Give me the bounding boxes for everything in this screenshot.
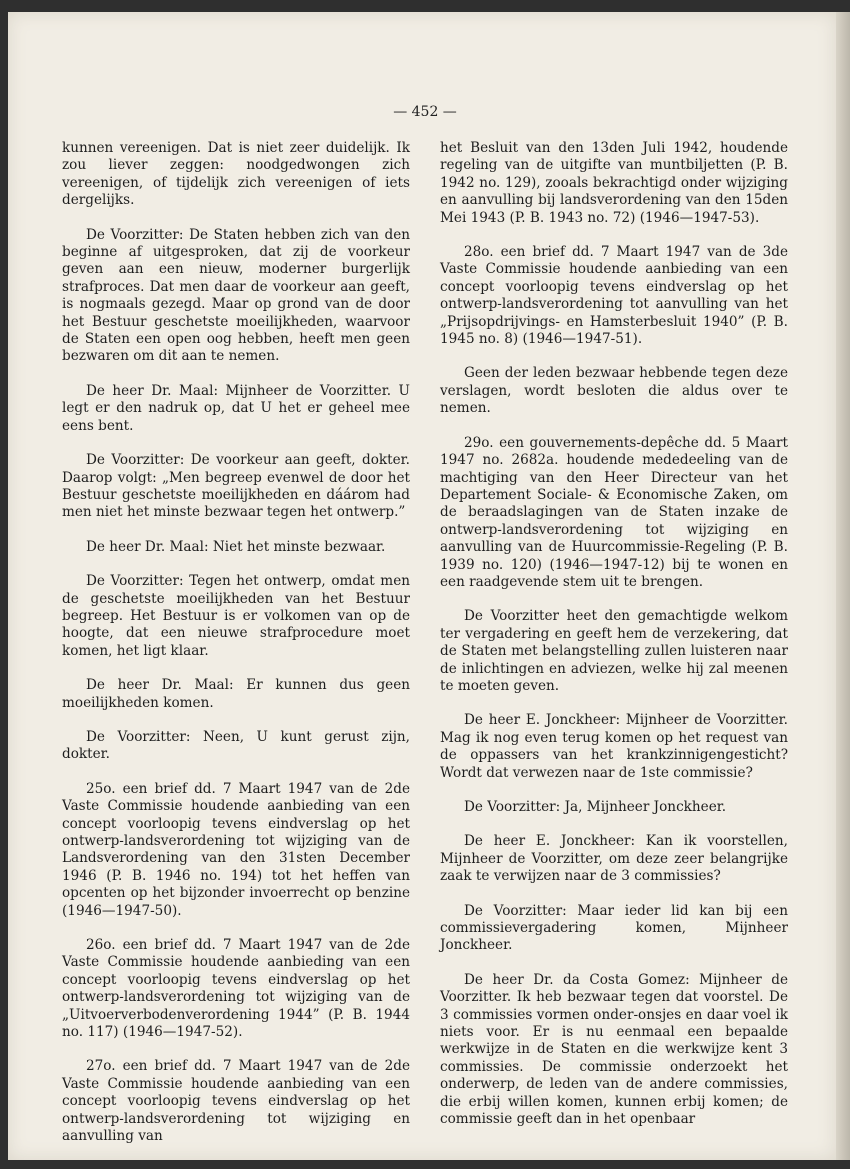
paragraph: De Voorzitter heet den gemachtigde welkom ter vergadering en geeft hem de verzekering, dat de Staten met belangstelling zullen luisteren naar de inlichtingen en adviezen, welke hij zal meenen te moeten geven. <box>440 608 788 694</box>
paragraph: 27o. een brief dd. 7 Maart 1947 van de 2de Vaste Commissie houdende aanbieding van een concept voorloopig tevens eindverslag op het ontwerp-landsverordening tot wijziging en aanvulling van <box>62 1058 410 1145</box>
paragraph: De heer Dr. Maal: Niet het minste bezwaar. <box>86 538 386 555</box>
paragraph: Geen der leden bezwaar hebbende tegen deze verslagen, wordt besloten die aldus over te nemen. <box>440 365 788 417</box>
paragraph: De heer E. Jonckheer: Mijnheer de Voorzitter. Mag ik nog even terug komen op het request van de oppassers van het krankzinnigengesticht? Wordt dat verwezen naar de 1ste commissie? <box>440 712 788 781</box>
paragraph: De Voorzitter: Maar ieder lid kan bij een commissievergadering komen, Mijnheer Jonckheer. <box>440 902 788 954</box>
paragraph: De Voorzitter: Ja, Mijnheer Jonckheer. <box>464 799 727 815</box>
paragraph: 26o. een brief dd. 7 Maart 1947 van de 2de Vaste Commissie houdende aanbieding van een concept voorloopig tevens eindverslag op het ontwerp-landsverordening tot wijziging van de „Uitvoerverbodenverordening 1944” (P. B. 1944 no. 117) (1946—1947-52). <box>62 937 410 1041</box>
paragraph: De Voorzitter: De Staten hebben zich van den beginne af uitgesproken, dat zij de voorkeur geven aan een nieuw, moderner burgerlijk strafproces. Dat men daar de voorkeur aan geeft, is nogmaals gezegd. Maar op grond van de door het Bestuur geschetste moeilijkheden, waarvoor de Staten een open oog hebben, heeft men geen bezwaren om dit aan te nemen. <box>62 226 410 365</box>
left-column <box>62 140 410 1163</box>
paragraph: het Besluit van den 13den Juli 1942, houdende regeling van de uitgifte van muntbiljetten (P. B. 1942 no. 129), zooals bekrachtigd onder wijziging en aanvulling bij landsverordening van den 15den Mei 1943 (P. B. 1943 no. 72) (1946—1947-53). <box>440 140 788 226</box>
paragraph: 28o. een brief dd. 7 Maart 1947 van de 3de Vaste Commissie houdende aanbieding van een concept voorloopig tevens eindverslag op het ontwerp-landsverordening tot aanvulling van het „Prijsopdrijvings- en Hamsterbesluit 1940” (P. B. 1945 no. 8) (1946—1947-51). <box>440 244 788 348</box>
page-number: — 452 — <box>393 104 457 120</box>
paragraph: kunnen vereenigen. Dat is niet zeer duidelijk. Ik zou liever zeggen: noodgedwongen zich vereenigen, of tijdelijk zich vereenigen of iets dergelijks. <box>62 140 410 209</box>
paragraph: De heer E. Jonckheer: Kan ik voorstellen, Mijnheer de Voorzitter, om deze zeer belangrijke zaak te verwijzen naar de 3 commissies? <box>440 833 788 885</box>
paragraph: 25o. een brief dd. 7 Maart 1947 van de 2de Vaste Commissie houdende aanbieding van een concept voorloopig tevens eindverslag op het ontwerp-landsverordening tot wijziging van de Landsverordening van den 31sten December 1946 (P. B. 1946 no. 194) tot het heffen van opcenten op het bijzonder invoerrecht op benzine (1946—1947-50). <box>62 780 410 919</box>
page-edge <box>836 12 850 1160</box>
paragraph: De Voorzitter: Neen, U kunt gerust zijn, dokter. <box>62 728 410 763</box>
paragraph: De Voorzitter: De voorkeur aan geeft, dokter. Daarop volgt: „Men begreep evenwel de door het Bestuur geschetste moeilijkheden en dáárom had men niet het minste bezwaar tegen het ontwerp.” <box>62 452 410 521</box>
paragraph: De heer Dr. Maal: Er kunnen dus geen moeilijkheden komen. <box>62 677 410 711</box>
right-column <box>440 140 788 1146</box>
paragraph: De Voorzitter: Tegen het ontwerp, omdat men de geschetste moeilijkheden van het Bestuur begreep. Het Bestuur is er volkomen van op de hoogte, dat een nieuwe strafprocedure moet komen, het ligt klaar. <box>62 573 410 659</box>
paragraph: De heer Dr. Maal: Mijnheer de Voorzitter. U legt er den nadruk op, dat U het er geheel mee eens bent. <box>62 382 410 434</box>
paragraph: De heer Dr. da Costa Gomez: Mijnheer de Voorzitter. Ik heb bezwaar tegen dat voorstel. De 3 commissies vormen onder-onsjes en daar voel ik niets voor. Er is nu eenmaal een bepaalde werkwijze in de Staten en die werkwijze kent 3 commissies. De commissie onderzoekt het onderwerp, de leden van de andere commissies, die erbij willen komen, kunnen erbij komen; de commissie geeft dan in het openbaar <box>440 971 788 1128</box>
paragraph: 29o. een gouvernements-depêche dd. 5 Maart 1947 no. 2682a. houdende mededeeling van de machtiging van den Heer Directeur van het Departement Sociale- & Economische Zaken, om de beraadslagingen van de Staten inzake de ontwerp-landsverordening tot wijziging en aanvulling van de Huurcommissie-Regeling (P. B. 1939 no. 120) (1946—1947-12) bij te wonen en een raadgevende stem uit te brengen. <box>440 434 788 590</box>
